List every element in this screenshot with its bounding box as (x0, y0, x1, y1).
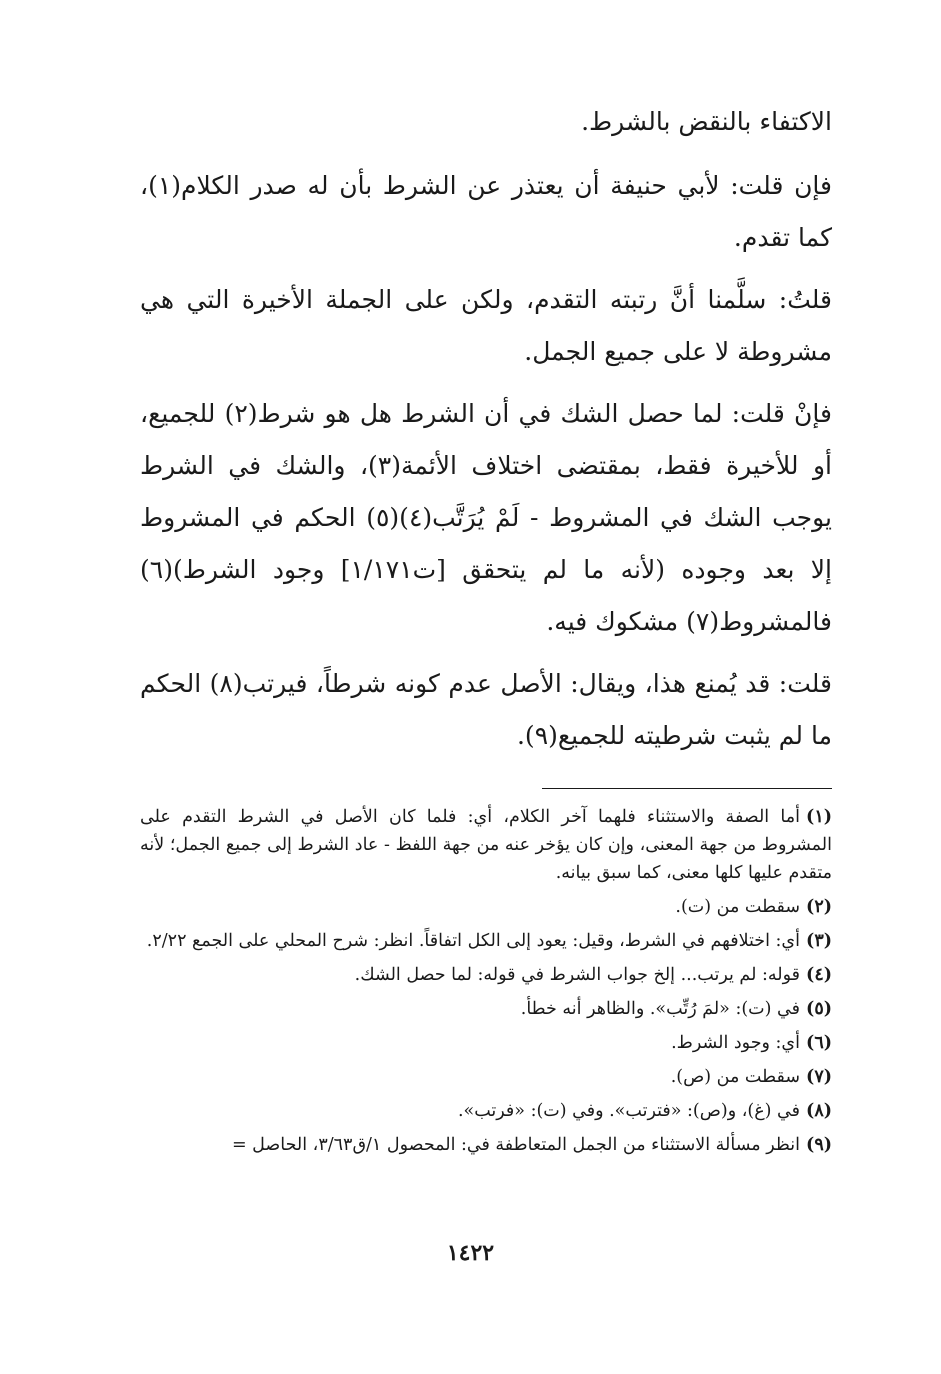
footnote-number: (١) (806, 807, 832, 827)
footnote (140, 1131, 832, 1159)
footnote-divider (542, 788, 832, 789)
footnote-number: (٧) (806, 1067, 832, 1087)
footnote-number: (٣) (806, 931, 832, 951)
footnote-text: في (ت): «لمَ رُتِّب». والظاهر أنه خطأ. (520, 999, 800, 1019)
footnote-text: أما الصفة والاستثناء فلهما آخر الكلام، أي: فلما كان الأصل في الشرط التقدم على المشروط من جهة المعنى، وإن كان يؤخر عنه من جهة اللفظ - عاد الشرط إلى جميع الجمل؛ لأنه متقدم عليها كلها معنى، كما سبق بيانه. (140, 807, 832, 883)
footnote (140, 1063, 832, 1091)
footnote (140, 927, 832, 955)
paragraph-1: الاكتفاء بالنقض بالشرط. (581, 107, 832, 136)
page-body (140, 96, 832, 1165)
footnote-text: سقطت من (ص). (670, 1067, 800, 1087)
footnote-number: (٨) (806, 1101, 832, 1121)
footnote-text: في (غ)، و(ص): «فترتب». وفي (ت): «فرتب». (457, 1101, 800, 1121)
footnote-text: قوله: لم يرتب... إلخ جواب الشرط في قوله: لما حصل الشك. (354, 965, 800, 985)
footnote-number: (٢) (806, 897, 832, 917)
footnote (140, 1097, 832, 1125)
footnote (140, 995, 832, 1023)
paragraph-3: قلتُ: سلَّمنا أنَّ رتبته التقدم، ولكن على الجملة الأخيرة التي هي مشروطة لا على جميع الجمل. (140, 285, 832, 366)
paragraph-4: فإنْ قلت: لما حصل الشك في أن الشرط هل هو شرط(٢) للجميع، أو للأخيرة فقط، بمقتضى اختلاف الأئمة(٣)، والشك في الشرط يوجب الشك في المشروط - لَمْ يُرَتَّب(٤)(٥) الحكم في المشروط إلا بعد وجوده (لأنه ما لم يتحقق [ت١/١٧١] وجود الشرط)(٦) فالمشروط(٧) مشكوك فيه. (140, 399, 832, 636)
footnote-number: (٩) (806, 1135, 832, 1155)
footnote-number: (٦) (806, 1033, 832, 1053)
paragraph-5: قلت: قد يُمنع هذا، ويقال: الأصل عدم كونه شرطاً، فيرتب(٨) الحكم ما لم يثبت شرطيته للجميع(٩). (140, 669, 832, 750)
footnote (140, 1029, 832, 1057)
footnote (140, 803, 832, 887)
paragraph-2: فإن قلت: لأبي حنيفة أن يعتذر عن الشرط بأن له صدر الكلام(١)، كما تقدم. (140, 171, 832, 252)
footnote (140, 893, 832, 921)
footnote (140, 961, 832, 989)
footnote-text: سقطت من (ت). (675, 897, 800, 917)
footnote-number: (٥) (806, 999, 832, 1019)
footnote-number: (٤) (806, 965, 832, 985)
footnote-text: انظر مسألة الاستثناء من الجمل المتعاطفة في: المحصول ١/ق٣/٦٣، الحاصل = (231, 1135, 800, 1155)
footnotes (140, 803, 832, 1159)
page-number: ١٤٢٢ (446, 1240, 495, 1266)
footnote-text: أي: وجود الشرط. (671, 1033, 800, 1053)
footnote-text: أي: اختلافهم في الشرط، وقيل: يعود إلى الكل اتفاقاً. انظر: شرح المحلي على الجمع ٢/٢٢. (146, 931, 800, 951)
